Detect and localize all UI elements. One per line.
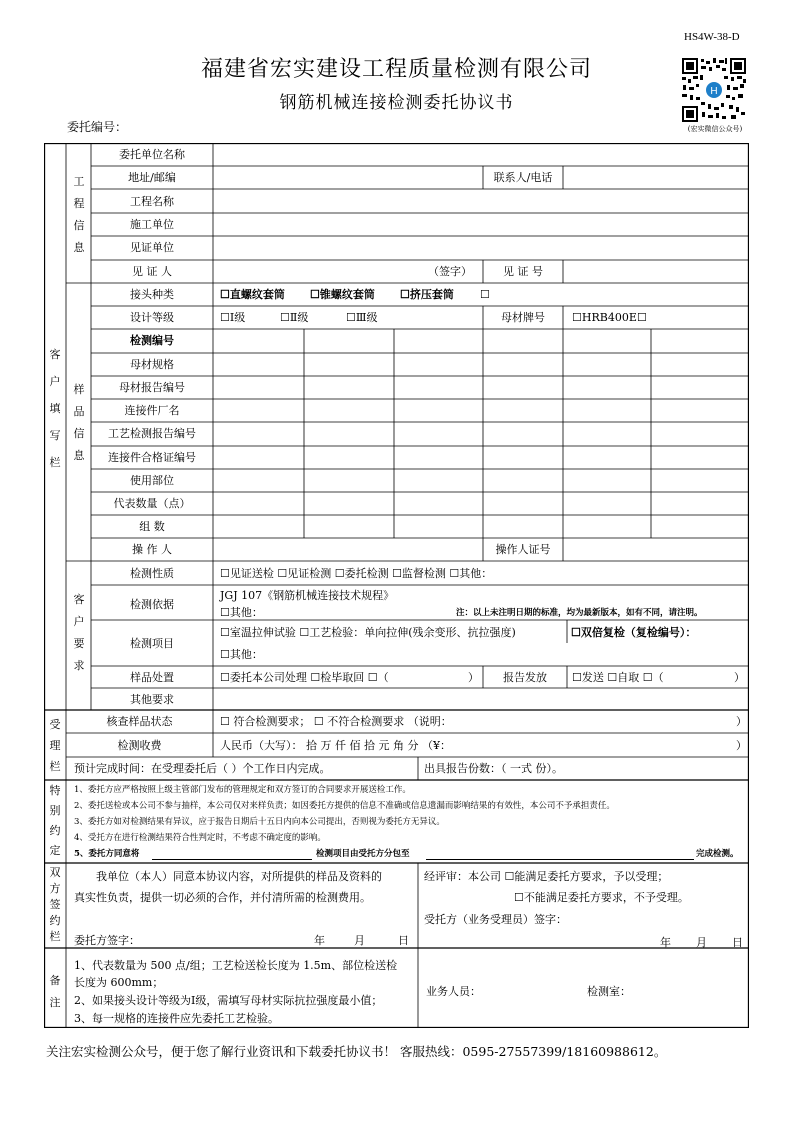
document-code: HS4W-38-D (684, 31, 740, 43)
remark-1b: 长度为 600mm； (74, 976, 164, 989)
review-reject[interactable]: ☐不能满足委托方要求，不予受理。 (514, 891, 689, 904)
label-base-report: 母材报告编号 (119, 381, 185, 394)
label-report-issue: 报告发放 (503, 671, 547, 684)
brand-option-2[interactable]: ☐ (637, 311, 647, 324)
label-base-spec: 母材规格 (130, 358, 174, 371)
label-usage: 使用部位 (130, 474, 174, 487)
client-sign-label: 委托方签字： (74, 934, 140, 947)
label-sign: （签字） (428, 265, 472, 278)
label-groups: 组 数 (139, 520, 165, 533)
basis-note: 注：以上未注明日期的标准，均为最新版本，如有不同，请注明。 (456, 608, 703, 618)
section-sign: 双 方 签 约 栏 (49, 866, 61, 943)
test-items-options[interactable]: ☐室温拉伸试验 ☐工艺检验：单向拉伸(残余变形、抗拉强度) (220, 626, 516, 639)
special-item-4: 4、受托方在进行检测结果符合性判定时，不考虑不确定度的影响。 (74, 833, 326, 843)
check-state-close: ） (736, 715, 747, 728)
special-item-2: 2、委托送检或本公司不参与抽样，本公司仅对来样负责；如因委托方提供的信息不准确或信息遗漏而影响结果的有效性，本公司不予承担责任。 (74, 801, 615, 811)
grade-option-2[interactable]: ☐Ⅱ级 (280, 311, 309, 324)
label-other-requirements: 其他要求 (130, 693, 174, 706)
label-cert-no: 连接件合格证编号 (108, 451, 196, 464)
review-accept[interactable]: 经评审：本公司 ☐能满足委托方要求，予以受理； (424, 870, 669, 883)
basis-other[interactable]: ☐其他： (220, 606, 263, 619)
special-item-5a: 5、委托方同意将 (74, 849, 140, 859)
disposal-close: ） (468, 671, 479, 684)
subcontract-lab-blank[interactable] (426, 859, 694, 860)
client-statement-2: 真实性负责，提供一切必须的合作，并付清所需的检测费用。 (74, 891, 371, 904)
label-operator: 操 作 人 (132, 543, 172, 556)
entrust-form (44, 143, 749, 1028)
special-item-1: 1、委托方应严格按照上级主管部门发布的管理规定和双方签订的合同要求开展送检工作。 (74, 785, 411, 795)
joint-type-option-4[interactable]: ☐ (480, 288, 490, 301)
fee-close: ） (736, 739, 747, 752)
page-subtitle: 钢筋机械连接检测委托协议书 (279, 93, 514, 113)
report-issue-options[interactable]: ☐发送 ☐自取 ☐（ (572, 671, 664, 684)
label-witness-unit: 见证单位 (130, 241, 174, 254)
section-customer-requirements: 客 户 要 求 (73, 593, 85, 672)
subcontract-item-blank[interactable] (152, 859, 312, 860)
label-client-unit: 委托单位名称 (119, 148, 185, 161)
label-test-basis: 检测依据 (130, 598, 174, 611)
qr-code-icon (681, 57, 747, 123)
agent-sign-year: 年 (660, 936, 671, 949)
special-item-5c: 完成检测。 (696, 849, 739, 859)
footer-note: 关注宏实检测公众号，便于您了解行业资讯和下载委托协议书！ 客服热线：0595-27557399/18160988612。 (46, 1044, 667, 1059)
label-maker: 连接件厂名 (124, 404, 180, 417)
label-check-state: 核查样品状态 (106, 715, 173, 728)
client-sign-year: 年 (314, 934, 325, 947)
label-operator-cert: 操作人证号 (495, 543, 551, 556)
brand-option-1[interactable]: ☐HRB400E (572, 311, 637, 324)
remark-2: 2、如果接头设计等级为Ⅰ级，需填写母材实际抗拉强度最小值； (74, 994, 383, 1007)
check-state-options[interactable]: ☐ 符合检测要求； ☐ 不符合检测要求 （说明： (220, 715, 452, 728)
page-title: 福建省宏实建设工程质量检测有限公司 (200, 57, 592, 82)
client-sign-day: 日 (398, 934, 409, 947)
svg-text:H: H (710, 86, 718, 97)
label-address: 地址/邮编 (128, 171, 176, 184)
section-customer: 客 户 填 写 栏 (49, 348, 61, 469)
client-statement-1: 我单位（本人）同意本协议内容，对所提供的样品及资料的 (96, 870, 382, 883)
fee-amount-line: 人民币（大写）： 拾 万 仟 佰 拾 元 角 分 （¥： (220, 739, 451, 752)
label-joint-type: 接头种类 (130, 288, 174, 301)
test-nature-options[interactable]: ☐见证送检 ☐见证检测 ☐委托检测 ☐监督检测 ☐其他： (220, 567, 493, 580)
remark-1a: 1、代表数量为 500 点/组；工艺检送检长度为 1.5m、部位检送检 (74, 959, 398, 972)
grade-option-3[interactable]: ☐Ⅲ级 (346, 311, 378, 324)
label-design-grade: 设计等级 (130, 311, 174, 324)
label-staff: 业务人员： (426, 985, 481, 998)
label-sample-disposal: 样品处置 (130, 671, 174, 684)
label-process-report: 工艺检测报告编号 (108, 427, 196, 440)
section-accept: 受 理 栏 (49, 718, 61, 773)
test-items-other[interactable]: ☐其他： (220, 648, 263, 661)
grade-option-1[interactable]: ☐Ⅰ级 (220, 311, 246, 324)
disposal-options[interactable]: ☐委托本公司处理 ☐检毕取回 ☐（ (220, 671, 389, 684)
label-test-no: 检测编号 (130, 334, 174, 347)
finish-time: 预计完成时间：在受理委托后（ ）个工作日内完成。 (74, 762, 331, 775)
section-remark: 备 注 (49, 974, 61, 1009)
label-fee: 检测收费 (117, 739, 162, 752)
remark-3: 3、每一规格的连接件应先委托工艺检验。 (74, 1012, 279, 1025)
joint-type-option-2[interactable]: ☐锥螺纹套筒 (310, 288, 375, 301)
report-issue-close: ） (734, 671, 745, 684)
agent-sign-day: 日 (732, 936, 743, 949)
section-special: 特 别 约 定 (49, 784, 61, 857)
agent-sign-label: 受托方（业务受理员）签字： (424, 913, 567, 926)
label-quantity: 代表数量（点） (113, 497, 191, 510)
joint-type-option-3[interactable]: ☐挤压套筒 (400, 288, 454, 301)
label-contact: 联系人/电话 (493, 171, 553, 184)
label-project-name: 工程名称 (130, 195, 174, 208)
label-test-items: 检测项目 (130, 637, 174, 650)
label-base-brand: 母材牌号 (501, 311, 545, 324)
qr-caption: (宏实微信公众号) (687, 125, 743, 133)
double-recheck-option[interactable]: ☐双倍复检（复检编号）： (571, 626, 697, 639)
section-sample-info: 样 品 信 息 (73, 383, 85, 462)
special-item-5b: 检测项目由受托方分包至 (316, 849, 410, 859)
label-construction-unit: 施工单位 (130, 218, 174, 231)
basis-standard: JGJ 107《钢筋机械连接技术规程》 (220, 589, 395, 602)
label-witness-no: 见 证 号 (503, 265, 543, 278)
special-item-3: 3、委托方如对检测结果有异议，应于报告日期后十五日内向本公司提出，否则视为委托方无异议。 (74, 817, 445, 827)
entrust-number-label: 委托编号： (67, 120, 128, 134)
agent-sign-month: 月 (696, 936, 707, 949)
section-project-info: 工 程 信 息 (73, 175, 85, 254)
client-sign-month: 月 (354, 934, 365, 947)
label-test-nature: 检测性质 (130, 567, 174, 580)
label-lab: 检测室： (587, 985, 631, 998)
joint-type-option-1[interactable]: ☐直螺纹套筒 (220, 288, 285, 301)
report-copies: 出具报告份数：（ 一式 份）。 (424, 762, 563, 775)
label-witness: 见 证 人 (132, 265, 172, 278)
